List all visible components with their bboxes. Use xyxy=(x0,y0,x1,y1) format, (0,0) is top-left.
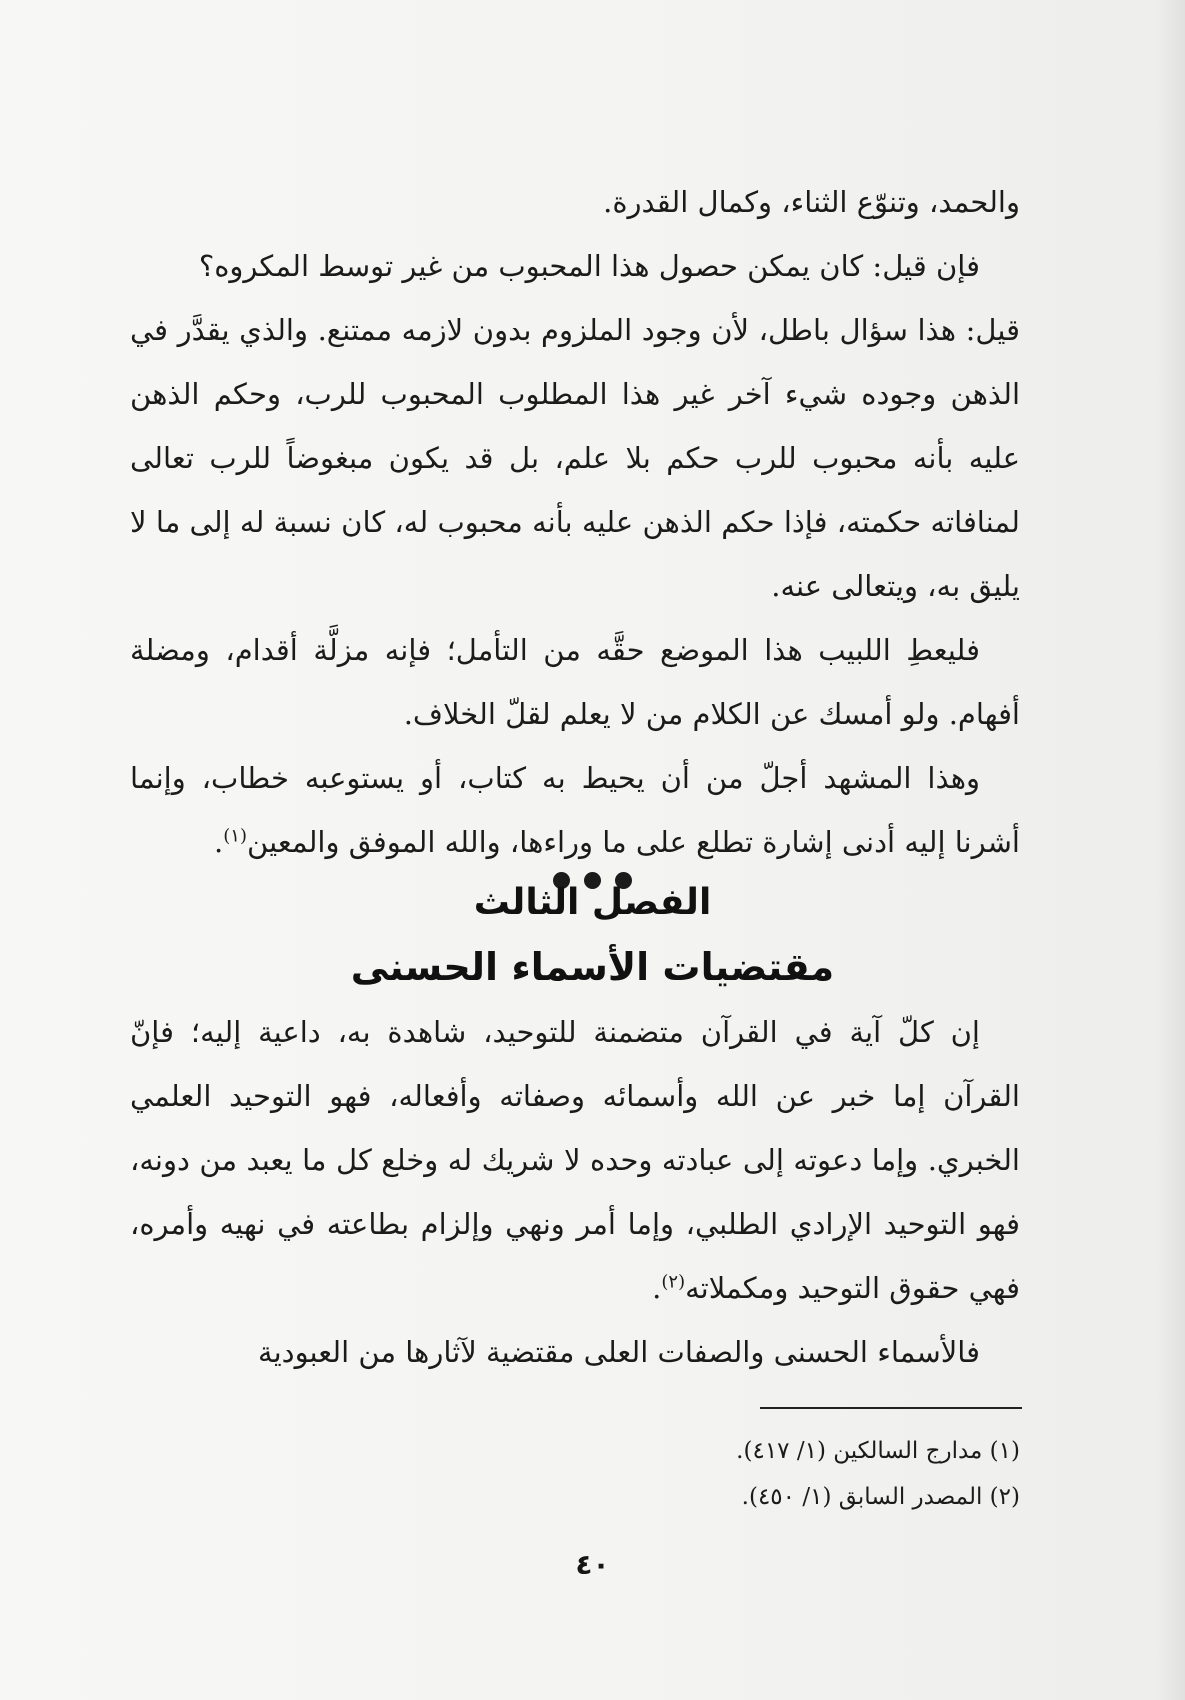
footnote-divider xyxy=(760,1407,1022,1409)
footnote-ref-2: (٢) xyxy=(661,1271,686,1293)
footnote-1: (١) مدارج السالكين (١/ ٤١٧). xyxy=(736,1438,1020,1464)
page-number: ٤٠ xyxy=(575,1548,610,1581)
top-text-block xyxy=(130,170,1020,874)
footnote-ref-1: (١) xyxy=(223,825,247,847)
chapter-subtitle: مقتضيات الأسماء الحسنى xyxy=(350,945,835,989)
paragraph-2: فإن قيل: كان يمكن حصول هذا المحبوب من غير توسط المكروه؟ xyxy=(198,249,980,283)
bottom-text-block xyxy=(130,1000,1020,1384)
paragraph-7-text: فالأسماء الحسنى والصفات العلى مقتضية لآثارها من العبودية xyxy=(258,1335,980,1369)
chapter-title: الفصل الثالث xyxy=(473,882,712,923)
paragraph-6-text: إن كلّ آية في القرآن متضمنة للتوحيد، شاهدة به، داعية إليه؛ فإنّ القرآن إما خبر عن الله وأسمائه وصفاته وأفعاله، فهو التوحيد العلمي الخبري. وإما دعوته إلى عبادته وحده لا شريك له وخلع كل ما يعبد من دونه، فهو التوحيد الإرادي الطلبي، وإما أمر ونهي وإلزام بطاعته في نهيه وأمره، فهي حقوق التوحيد ومكملاته xyxy=(130,1015,1020,1305)
paragraph-5-end: . xyxy=(214,825,224,859)
page-gutter-shadow xyxy=(1157,0,1185,1700)
paragraph-3: قيل: هذا سؤال باطل، لأن وجود الملزوم بدون لازمه ممتنع. والذي يقدَّر في الذهن وجوده شيء آخر غير هذا المطلوب المحبوب للرب، وحكم الذهن عليه بأنه محبوب للرب حكم بلا علم، بل قد يكون مبغوضاً للرب تعالى لمنافاته حكمته، فإذا حكم الذهن عليه بأنه محبوب له، كان نسبة له إلى ما لا يليق به، ويتعالى عنه. xyxy=(130,313,1020,603)
paragraph-1: والحمد، وتنوّع الثناء، وكمال القدرة. xyxy=(603,185,1020,219)
paragraph-5-text: وهذا المشهد أجلّ من أن يحيط به كتاب، أو يستوعبه خطاب، وإنما أشرنا إليه أدنى إشارة تطلع على ما وراءها، والله الموفق والمعين xyxy=(130,761,1020,859)
paragraph-5 xyxy=(130,746,1020,874)
footnote-2: (٢) المصدر السابق (١/ ٤٥٠). xyxy=(741,1484,1020,1510)
paragraph-7 xyxy=(130,1320,1020,1384)
paragraph-4: فليعطِ اللبيب هذا الموضع حقَّه من التأمل؛ فإنه مزلَّة أقدام، ومضلة أفهام. ولو أمسك عن الكلام من لا يعلم لقلّ الخلاف. xyxy=(130,633,1020,731)
paragraph-6-end: . xyxy=(652,1271,662,1305)
paragraph-6 xyxy=(130,1000,1020,1320)
footnotes xyxy=(130,1428,1020,1520)
